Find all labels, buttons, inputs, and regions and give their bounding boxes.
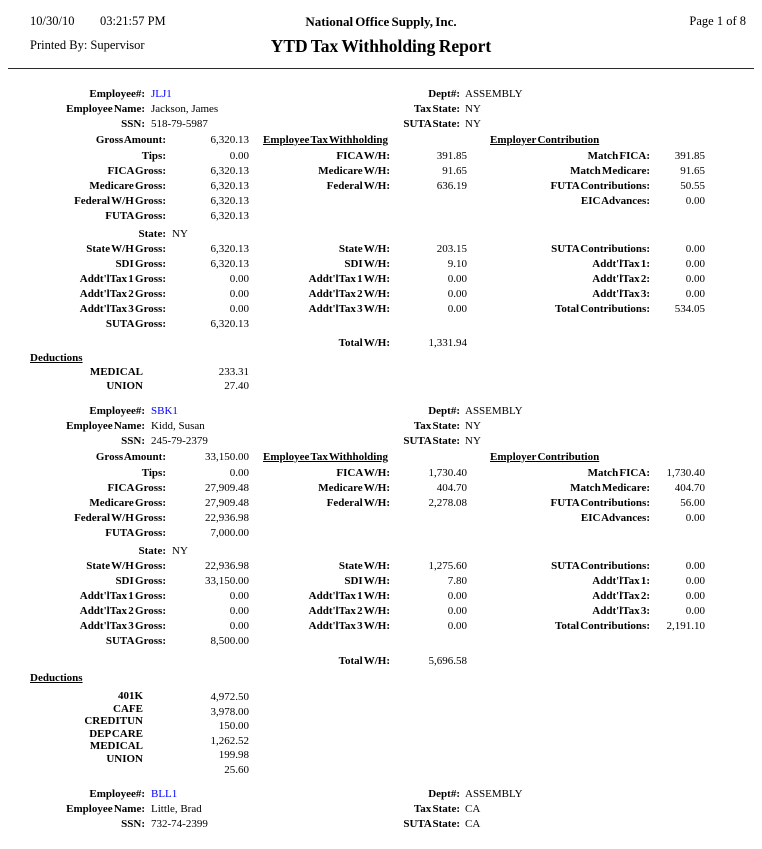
state-value: NY xyxy=(172,228,188,240)
deduction-amount: 27.40 xyxy=(224,380,249,392)
ssn-value: 245-79-2379 xyxy=(151,435,208,447)
suta-state-value: NY xyxy=(465,118,481,130)
deduction-name: CAFE xyxy=(113,702,143,715)
total-wh-label: Total W/H: xyxy=(338,337,390,349)
medicare-gross-label: Medicare Gross: xyxy=(89,497,166,509)
employee-number-value[interactable]: BLL1 xyxy=(151,788,178,800)
addl-tax1-label: Addt'lTax 1: xyxy=(592,258,650,270)
employee-name-label: Employee Name: xyxy=(66,103,145,115)
dept-label: Dept#: xyxy=(428,788,460,800)
deduction-name: 401K xyxy=(117,690,143,702)
employee-name-value: Little, Brad xyxy=(151,803,202,815)
employee-number-label: Employee#: xyxy=(89,788,145,800)
fica-wh-value: 391.85 xyxy=(436,150,467,162)
tips-label: Tips: xyxy=(141,150,166,162)
addl-tax1-wh-value: 0.00 xyxy=(447,273,467,285)
federal-wh-value: 2,278.08 xyxy=(428,497,467,509)
futa-contributions-value: 56.00 xyxy=(680,497,705,509)
fica-gross-label: FICA Gross: xyxy=(107,165,166,177)
addl-tax1-wh-value: 0.00 xyxy=(447,590,467,602)
tips-value: 0.00 xyxy=(229,150,249,162)
addl-tax1-gross-label: Addt'lTax 1 Gross: xyxy=(79,273,166,285)
dept-value: ASSEMBLY xyxy=(465,788,523,800)
addl-tax2-value: 0.00 xyxy=(685,590,705,602)
addl-tax3-wh-value: 0.00 xyxy=(447,620,467,632)
deduction-name: MEDICAL xyxy=(89,366,143,378)
gross-amount-value: 33,150.00 xyxy=(205,451,249,463)
employee-name-label: Employee Name: xyxy=(66,803,145,815)
employee-number-value[interactable]: SBK1 xyxy=(151,405,178,417)
suta-gross-label: SUTA Gross: xyxy=(105,635,166,647)
addl-tax2-wh-label: Addt'lTax 2 W/H: xyxy=(308,288,390,300)
deduction-amount: 1,262.52 xyxy=(210,734,249,747)
addl-tax1-value: 0.00 xyxy=(685,258,705,270)
futa-contributions-label: FUTA Contributions: xyxy=(550,180,650,192)
gross-amount-label: Gross Amount: xyxy=(95,451,166,463)
addl-tax1-label: Addt'lTax 1: xyxy=(592,575,650,587)
ssn-label: SSN: xyxy=(121,818,145,830)
futa-gross-label: FUTA Gross: xyxy=(105,527,166,539)
addl-tax3-value: 0.00 xyxy=(685,288,705,300)
deduction-amount: 3,978.00 xyxy=(210,705,249,718)
gross-amount-value: 6,320.13 xyxy=(210,134,249,146)
state-wh-gross-label: State W/H Gross: xyxy=(86,560,166,572)
addl-tax2-wh-value: 0.00 xyxy=(447,288,467,300)
addl-tax1-wh-label: Addt'lTax 1 W/H: xyxy=(308,590,390,602)
eic-advances-value: 0.00 xyxy=(685,195,705,207)
employee-name-label: Employee Name: xyxy=(66,420,145,432)
ssn-value: 732-74-2399 xyxy=(151,818,208,830)
futa-gross-label: FUTA Gross: xyxy=(105,210,166,222)
deduction-name: MEDICAL xyxy=(89,740,143,752)
suta-state-value: CA xyxy=(465,818,481,830)
futa-contributions-label: FUTA Contributions: xyxy=(550,497,650,509)
deduction-amount: 233.31 xyxy=(218,366,249,378)
medicare-wh-value: 404.70 xyxy=(436,482,467,494)
total-contributions-label: Total Contributions: xyxy=(555,303,650,315)
total-contributions-label: Total Contributions: xyxy=(555,620,650,632)
addl-tax1-gross-value: 0.00 xyxy=(229,273,249,285)
suta-contributions-label: SUTA Contributions: xyxy=(551,560,650,572)
fica-gross-value: 27,909.48 xyxy=(205,482,249,494)
employee-block xyxy=(0,88,762,398)
tips-label: Tips: xyxy=(141,467,166,479)
match-fica-label: Match FICA: xyxy=(587,467,650,479)
fica-gross-label: FICA Gross: xyxy=(107,482,166,494)
report-date: 10/30/10 xyxy=(30,14,75,28)
suta-state-label: SUTA State: xyxy=(403,118,460,130)
gross-amount-label: Gross Amount: xyxy=(95,134,166,146)
deductions-heading: Deductions xyxy=(30,672,83,684)
tax-state-value: NY xyxy=(465,420,481,432)
medicare-gross-label: Medicare Gross: xyxy=(89,180,166,192)
deduction-name: DEP CARE xyxy=(89,727,143,740)
employer-contribution-heading: Employer Contribution xyxy=(490,134,600,146)
tax-state-label: Tax State: xyxy=(413,420,460,432)
federal-wh-gross-value: 6,320.13 xyxy=(210,195,249,207)
employee-number-value[interactable]: JLJ1 xyxy=(151,88,172,100)
state-wh-gross-value: 22,936.98 xyxy=(205,560,249,572)
suta-gross-value: 8,500.00 xyxy=(210,635,249,647)
sdi-gross-label: SDI Gross: xyxy=(115,258,166,270)
addl-tax2-wh-value: 0.00 xyxy=(447,605,467,617)
federal-wh-gross-label: Federal W/H Gross: xyxy=(74,512,166,524)
total-contributions-value: 534.05 xyxy=(674,303,705,315)
state-wh-value: 1,275.60 xyxy=(428,560,467,572)
deduction-amount: 199.98 xyxy=(218,749,249,761)
suta-gross-value: 6,320.13 xyxy=(210,318,249,330)
deduction-name: CREDITUN xyxy=(84,715,143,727)
sdi-wh-value: 7.80 xyxy=(447,575,467,587)
suta-contributions-value: 0.00 xyxy=(685,243,705,255)
addl-tax2-label: Addt'lTax 2: xyxy=(592,273,650,285)
futa-contributions-value: 50.55 xyxy=(680,180,705,192)
total-wh-label: Total W/H: xyxy=(338,655,390,667)
deduction-amount: 25.60 xyxy=(224,763,249,776)
addl-tax3-wh-value: 0.00 xyxy=(447,303,467,315)
deduction-amount: 4,972.50 xyxy=(210,691,249,703)
suta-state-label: SUTA State: xyxy=(403,435,460,447)
futa-gross-value: 6,320.13 xyxy=(210,210,249,222)
eic-advances-value: 0.00 xyxy=(685,512,705,524)
match-fica-value: 1,730.40 xyxy=(666,467,705,479)
state-wh-label: State W/H: xyxy=(338,560,390,572)
suta-gross-label: SUTA Gross: xyxy=(105,318,166,330)
employer-contribution-heading: Employer Contribution xyxy=(490,451,600,463)
employee-name-value: Kidd, Susan xyxy=(151,420,205,432)
state-wh-gross-value: 6,320.13 xyxy=(210,243,249,255)
addl-tax3-value: 0.00 xyxy=(685,605,705,617)
addl-tax1-value: 0.00 xyxy=(685,575,705,587)
deductions-heading: Deductions xyxy=(30,352,83,364)
match-medicare-value: 91.65 xyxy=(680,165,705,177)
employee-number-label: Employee#: xyxy=(89,405,145,417)
state-value: NY xyxy=(172,545,188,557)
state-label: State: xyxy=(138,228,166,240)
addl-tax1-gross-value: 0.00 xyxy=(229,590,249,602)
employee-tax-withholding-heading: Employee Tax Withholding xyxy=(263,451,388,463)
deduction-amount: 150.00 xyxy=(218,720,249,732)
report-time: 03:21:57 PM xyxy=(100,14,166,28)
ssn-value: 518-79-5987 xyxy=(151,118,208,130)
addl-tax3-label: Addt'lTax 3: xyxy=(592,288,650,300)
printed-by: Printed By: Supervisor xyxy=(30,38,145,52)
tips-value: 0.00 xyxy=(229,467,249,479)
tax-state-label: Tax State: xyxy=(413,103,460,115)
eic-advances-label: EIC Advances: xyxy=(580,195,650,207)
futa-gross-value: 7,000.00 xyxy=(210,527,249,539)
dept-value: ASSEMBLY xyxy=(465,405,523,417)
addl-tax3-wh-label: Addt'lTax 3 W/H: xyxy=(308,303,390,315)
tax-state-value: NY xyxy=(465,103,481,115)
sdi-wh-label: SDI W/H: xyxy=(344,258,390,270)
addl-tax2-wh-label: Addt'lTax 2 W/H: xyxy=(308,605,390,617)
suta-state-value: NY xyxy=(465,435,481,447)
page-number: Page 1 of 8 xyxy=(689,14,746,28)
tax-state-label: Tax State: xyxy=(413,803,460,815)
tax-state-value: CA xyxy=(465,803,481,815)
medicare-gross-value: 6,320.13 xyxy=(210,180,249,192)
company-name: National Office Supply, Inc. xyxy=(305,14,457,29)
addl-tax3-gross-value: 0.00 xyxy=(229,303,249,315)
match-fica-value: 391.85 xyxy=(674,150,705,162)
employee-name-value: Jackson, James xyxy=(151,103,219,115)
sdi-wh-value: 9.10 xyxy=(447,258,467,270)
fica-wh-value: 1,730.40 xyxy=(428,467,467,479)
header-rule xyxy=(8,68,754,69)
addl-tax2-gross-value: 0.00 xyxy=(229,288,249,300)
state-wh-gross-label: State W/H Gross: xyxy=(86,243,166,255)
addl-tax3-label: Addt'lTax 3: xyxy=(592,605,650,617)
ssn-label: SSN: xyxy=(121,118,145,130)
addl-tax2-gross-label: Addt'lTax 2 Gross: xyxy=(79,288,166,300)
ssn-label: SSN: xyxy=(121,435,145,447)
state-label: State: xyxy=(138,545,166,557)
federal-wh-label: Federal W/H: xyxy=(326,180,390,192)
total-wh-value: 1,331.94 xyxy=(428,337,467,349)
federal-wh-gross-label: Federal W/H Gross: xyxy=(74,195,166,207)
dept-label: Dept#: xyxy=(428,405,460,417)
federal-wh-gross-value: 22,936.98 xyxy=(205,512,249,524)
dept-label: Dept#: xyxy=(428,88,460,100)
medicare-wh-value: 91.65 xyxy=(442,165,467,177)
suta-contributions-value: 0.00 xyxy=(685,560,705,572)
sdi-gross-label: SDI Gross: xyxy=(115,575,166,587)
sdi-gross-value: 6,320.13 xyxy=(210,258,249,270)
addl-tax2-gross-label: Addt'lTax 2 Gross: xyxy=(79,605,166,617)
federal-wh-value: 636.19 xyxy=(436,180,467,192)
employee-number-label: Employee#: xyxy=(89,88,145,100)
fica-wh-label: FICA W/H: xyxy=(336,150,390,162)
addl-tax3-gross-label: Addt'lTax 3 Gross: xyxy=(79,620,166,632)
addl-tax3-wh-label: Addt'lTax 3 W/H: xyxy=(308,620,390,632)
match-medicare-label: Match Medicare: xyxy=(570,482,650,494)
employee-tax-withholding-heading: Employee Tax Withholding xyxy=(263,134,388,146)
employee-block xyxy=(0,405,762,775)
match-medicare-label: Match Medicare: xyxy=(570,165,650,177)
suta-contributions-label: SUTA Contributions: xyxy=(551,243,650,255)
addl-tax2-value: 0.00 xyxy=(685,273,705,285)
fica-gross-value: 6,320.13 xyxy=(210,165,249,177)
medicare-wh-label: Medicare W/H: xyxy=(318,165,390,177)
deduction-name: UNION xyxy=(106,752,143,765)
dept-value: ASSEMBLY xyxy=(465,88,523,100)
medicare-wh-label: Medicare W/H: xyxy=(318,482,390,494)
eic-advances-label: EIC Advances: xyxy=(580,512,650,524)
medicare-gross-value: 27,909.48 xyxy=(205,497,249,509)
state-wh-value: 203.15 xyxy=(436,243,467,255)
federal-wh-label: Federal W/H: xyxy=(326,497,390,509)
addl-tax2-label: Addt'lTax 2: xyxy=(592,590,650,602)
total-wh-value: 5,696.58 xyxy=(428,655,467,667)
match-fica-label: Match FICA: xyxy=(587,150,650,162)
report-title: YTD Tax Withholding Report xyxy=(270,36,492,56)
fica-wh-label: FICA W/H: xyxy=(336,467,390,479)
match-medicare-value: 404.70 xyxy=(674,482,705,494)
state-wh-label: State W/H: xyxy=(338,243,390,255)
addl-tax3-gross-value: 0.00 xyxy=(229,620,249,632)
employee-block xyxy=(0,788,762,849)
suta-state-label: SUTA State: xyxy=(403,818,460,830)
addl-tax2-gross-value: 0.00 xyxy=(229,605,249,617)
sdi-gross-value: 33,150.00 xyxy=(205,575,249,587)
addl-tax1-wh-label: Addt'lTax 1 W/H: xyxy=(308,273,390,285)
deduction-name: UNION xyxy=(106,380,143,392)
total-contributions-value: 2,191.10 xyxy=(666,620,705,632)
addl-tax3-gross-label: Addt'lTax 3 Gross: xyxy=(79,303,166,315)
addl-tax1-gross-label: Addt'lTax 1 Gross: xyxy=(79,590,166,602)
sdi-wh-label: SDI W/H: xyxy=(344,575,390,587)
